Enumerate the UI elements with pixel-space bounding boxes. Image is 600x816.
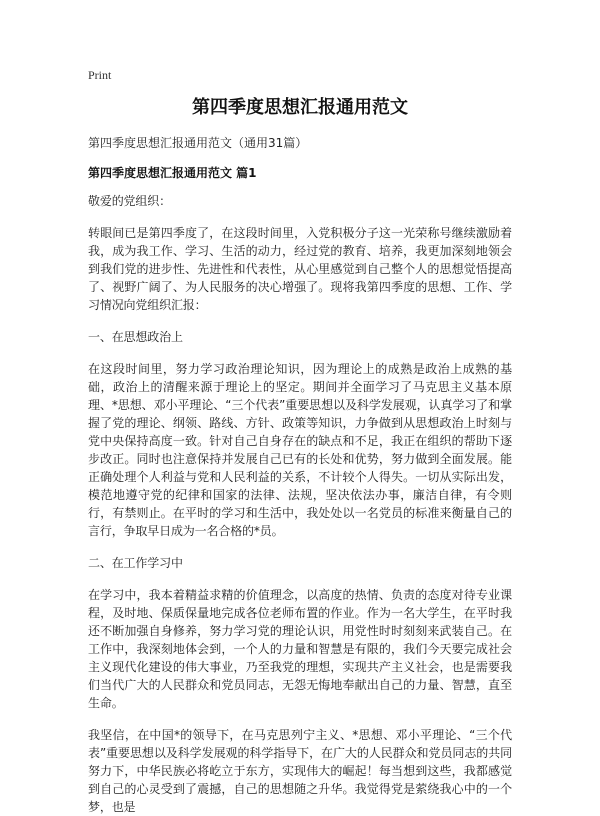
salutation: 敬爱的党组织： (88, 194, 171, 208)
paragraph-belief: 我坚信，在中国*的领导下，在马克思列宁主义、*思想、邓小平理论、“三个代表”重要思想以及科学发展观的科学指导下，在广大的人民群众和党员同志的共同努力下，中华民族必将屹立于东方，实现伟大的崛起！每当想到这些，我都感觉到自己的心灵受到了震撼，自己的思想随之升华。我觉得党是萦绕我心中的一个梦，也是 (88, 728, 512, 814)
paragraph-intro: 转眼间已是第四季度了，在这段时间里，入党积极分子这一光荣称号继续激励着我，成为我工作、学习、生活的动力，经过党的教育、培养，我更加深刻地领会到我们党的进步性、先进性和代表性，从心里感觉到自己整个人的思想觉悟提高了、视野广阔了、为人民服务的决心增强了。现将我第四季度的思想、工作、学习情况向党组织汇报： (88, 226, 512, 312)
paragraph-political-thought: 在这段时间里，努力学习政治理论知识，因为理论上的成熟是政治上成熟的基础，政治上的清醒来源于理论上的坚定。期间并全面学习了马克思主义基本原理、*思想、邓小平理论、“三个代表”重要思想以及科学发展观，认真学习了和掌握了党的理论、纲领、路线、方针、政策等知识，力争做到从思想政治上时刻与党中央保持高度一致。针对自己自身存在的缺点和不足，我正在组织的帮助下逐步改正。同时也注意保持并发展自己已有的长处和优势，努力做到全面发展。能正确处理个人利益与党和人民利益的关系，不计较个人得失。一切从实际出发，模范地遵守党的纪律和国家的法律、法规，坚决依法办事，廉洁自律，有令则行，有禁则止。在平时的学习和生活中，我处处以一名党员的标准来衡量自己的言行，争取早日成为一名合格的*员。 (88, 362, 512, 538)
print-label: Print (88, 68, 112, 82)
document-subtitle: 第四季度思想汇报通用范文（通用31篇） (88, 136, 308, 150)
document-title: 第四季度思想汇报通用范文 (192, 97, 408, 118)
heading-work-study: 二、在工作学习中 (88, 556, 183, 570)
paragraph-work-study: 在学习中，我本着精益求精的价值理念，以高度的热情、负责的态度对待专业课程，及时地、保质保量地完成各位老师布置的作业。作为一名大学生，在平时我还不断加强自身修养，努力学习党的理论认识，用党性时时刻刻来武装自己。在工作中，我深刻地体会到，一个人的力量和智慧是有限的，我们今天要完成社会主义现代化建设的伟大事业，乃至我党的理想，实现共产主义社会，也是需要我们当代广大的人民群众和党员同志，无怨无悔地奉献出自己的力量、智慧，直至生命。 (88, 588, 512, 710)
heading-political-thought: 一、在思想政治上 (88, 330, 183, 344)
section-title: 第四季度思想汇报通用范文 篇1 (88, 166, 257, 180)
